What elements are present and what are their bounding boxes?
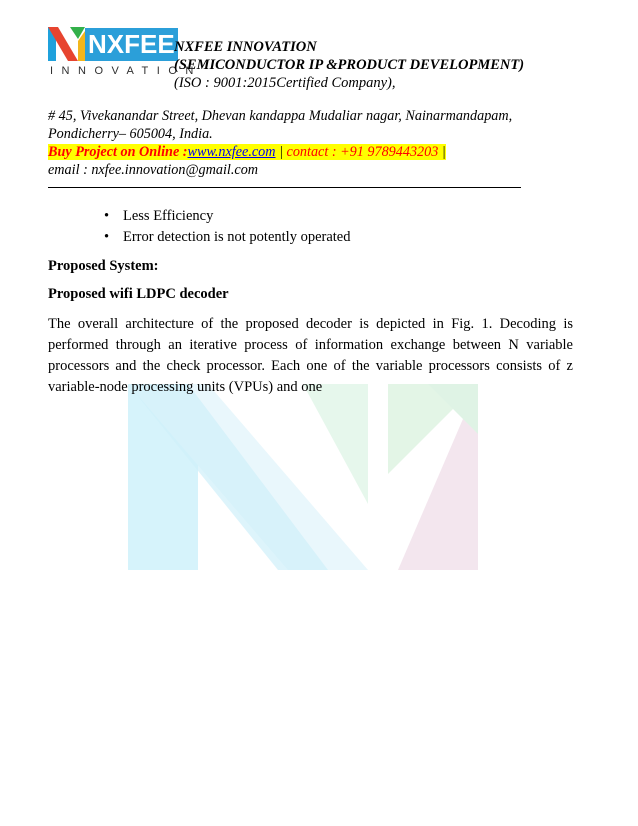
- list-item: • Less Efficiency: [104, 206, 351, 227]
- address-line-1: # 45, Vivekanandar Street, Dhevan kandappa Mudaliar nagar, Nainarmandapam,: [48, 108, 513, 124]
- separator: |: [275, 144, 287, 160]
- header-divider: [48, 187, 521, 188]
- logo-brand-text: NXFEE: [85, 28, 178, 61]
- address-block: [48, 107, 608, 179]
- heading-proposed-system: Proposed System:: [48, 258, 159, 274]
- logo-subtitle: INNOVATION: [50, 65, 202, 77]
- list-item: • Error detection is not potently operated: [104, 227, 351, 248]
- company-name: NXFEE INNOVATION: [174, 39, 317, 55]
- bullet-list: [104, 206, 351, 248]
- buy-label: Buy Project on Online :: [48, 144, 188, 160]
- company-iso: (ISO : 9001:2015Certified Company),: [174, 75, 396, 91]
- body-paragraph: The overall architecture of the proposed decoder is depicted in Fig. 1. Decoding is performed through an iterative process of information exchange between N variable processors and the check processor. Each one of the variable processors consists of z variable-node processing units (VPUs) and one: [48, 316, 573, 395]
- company-tagline: (SEMICONDUCTOR IP &PRODUCT DEVELOPMENT): [174, 57, 525, 73]
- company-logo: [48, 27, 202, 81]
- email-line: email : nxfee.innovation@gmail.com: [48, 162, 259, 178]
- website-link[interactable]: www.nxfee.com: [187, 144, 276, 160]
- contact-line: [48, 143, 608, 161]
- separator: |: [438, 144, 446, 160]
- company-header: [174, 38, 524, 92]
- address-line-2: Pondicherry– 605004, India.: [48, 126, 213, 142]
- nx-watermark: [128, 384, 478, 570]
- contact-phone: contact : +91 9789443203: [286, 144, 439, 160]
- nx-logo-icon: [48, 27, 85, 61]
- heading-decoder: Proposed wifi LDPC decoder: [48, 286, 229, 302]
